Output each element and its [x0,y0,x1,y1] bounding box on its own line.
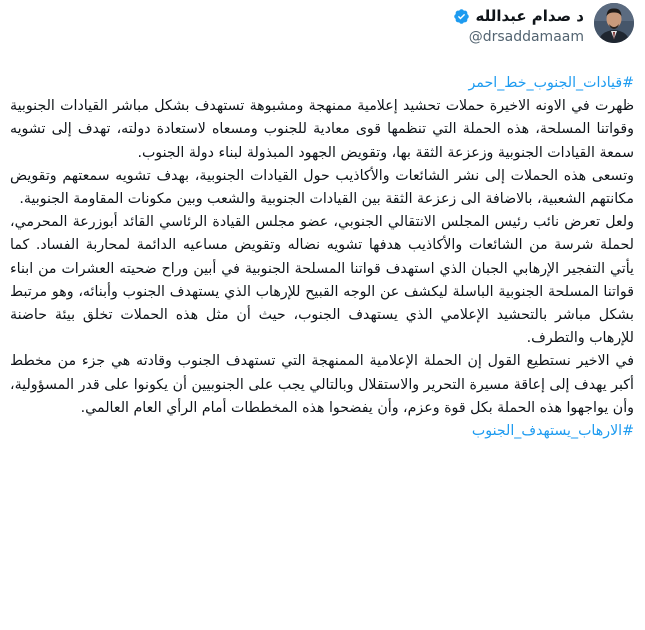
author-handle[interactable]: @drsaddamaam [468,29,584,45]
hashtag-link-bottom[interactable]: #الارهاب_يستهدف_الجنوب [471,423,634,440]
author-name-row [453,6,584,26]
author-display-name[interactable]: د صدام عبدالله [475,7,584,25]
tweet-paragraph: ظهرت في الاونه الاخيرة حملات تحشيد إعلامية ممنهجة ومشبوهة تستهدف بشكل مباشر القيادات الجنوبية وقواتنا المسلحة، هذه الحملة التي تنظمها قوى معادية للجنوب ومسعاه لاستعادة دولته، تهدف إلى تشويه سمعة القيادات الجنوبية وزعزعة الثقة بها، وتقويض الجهود المبذولة لبناء دولة الجنوب. [10,98,634,161]
verified-badge-icon[interactable] [453,8,470,25]
tweet-header [8,0,634,66]
tweet-body [8,72,634,443]
tweet-paragraph: ولعل تعرض نائب رئيس المجلس الانتقالي الجنوبي، عضو مجلس القيادة الرئاسي القائد أبوزرعة المحرمي، لحملة شرسة من الشائعات والأكاذيب هدفها تشويه نضاله وتقويض مساعيه الدائمة لمحاربة الفساد. كما يأتي التفجير الإرهابي الجبان الذي استهدف قواتنا المسلحة الجنوبية في أبين وراح ضحيته العشرات من ابناء قواتنا المسلحة الجنوبية الباسلة ليكشف عن الوجه القبيح للإرهاب الذي يستهدف الجنوب وأبنائه، وهو مرتبط بشكل مباشر بالتحشيد الإعلامي الذي يستهدف الجنوب، حيث أن مثل هذه الحملات تخلق بيئة حاضنة للإرهاب والتطرف. [10,214,634,347]
tweet-paragraph: في الاخير نستطيع القول إن الحملة الإعلامية الممنهجة التي تستهدف الجنوب وقادته هي جزء من مخطط أكبر يهدف إلى إعاقة مسيرة التحرير والاستقلال وبالتالي يجب على الجنوبيين أن يكونوا على قدر المسؤولية، وأن يواجهوا هذه الحملة بكل قوة وعزم، وأن يفضحوا هذه المخططات أمام الرأي العام العالمي. [10,353,634,416]
tweet-paragraph: وتسعى هذه الحملات إلى نشر الشائعات والأكاذيب حول القيادات الجنوبية، بهدف تشويه سمعتهم وتقويض مكانتهم الشعبية، بالاضافة الى زعزعة الثقة بين القيادات الجنوبية والشعب وبين مكونات المقاومة الجنوبية. [10,167,634,208]
hashtag-link-top[interactable]: #قيادات_الجنوب_خط_احمر [468,75,634,91]
avatar[interactable] [594,3,634,43]
avatar-image [594,3,634,43]
author-names [453,6,584,45]
